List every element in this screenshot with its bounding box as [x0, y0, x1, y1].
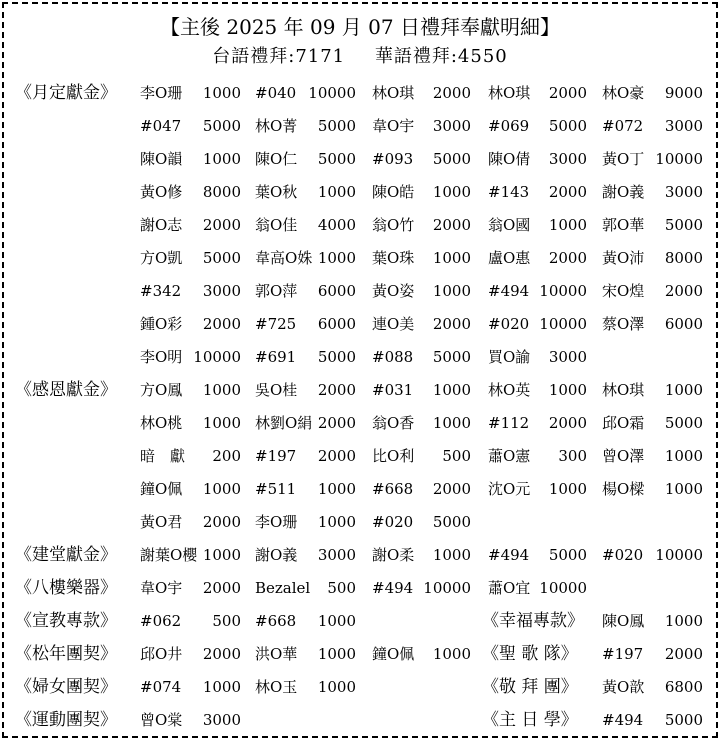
donation-amount: 6000 [317, 282, 356, 300]
donor-name: 暗 獻 [140, 447, 186, 465]
donation-amount: 5000 [664, 216, 703, 234]
donor-name: #062 [140, 612, 182, 630]
donation-amount: 1000 [202, 678, 241, 696]
donation-amount: 3000 [664, 183, 703, 201]
donor-name: #494 [372, 579, 414, 597]
donor-name: 李O明 [140, 348, 183, 366]
donation-amount: 1000 [548, 216, 587, 234]
donation-amount: 2000 [202, 315, 241, 333]
donor-name: 翁O國 [488, 216, 531, 234]
donor-name: 黃O君 [140, 513, 183, 531]
donor-name: 陳O仁 [255, 150, 298, 168]
donor-name: 黃O姿 [372, 282, 415, 300]
category-label: 《幸福專款》 [482, 611, 584, 631]
donation-amount: 1000 [317, 612, 356, 630]
donor-name: 邱O井 [140, 645, 183, 663]
donor-name: #088 [372, 348, 414, 366]
donation-amount: 2000 [202, 579, 241, 597]
donation-amount: 2000 [317, 447, 356, 465]
donation-amount: 6800 [664, 678, 703, 696]
donation-amount: 200 [212, 447, 241, 465]
donor-name: 蕭O憲 [488, 447, 531, 465]
donor-name: 林O菁 [255, 117, 298, 135]
donation-amount: 2000 [317, 381, 356, 399]
donor-name: 林O玉 [255, 678, 298, 696]
donor-name: 方O鳳 [140, 381, 183, 399]
donor-name: 林O豪 [602, 84, 645, 102]
donor-name: 洪O華 [255, 645, 298, 663]
donation-amount: 1000 [548, 480, 587, 498]
donor-name: #112 [488, 414, 530, 432]
category-label: 《聖 歌 隊》 [482, 644, 578, 664]
donor-name: #342 [140, 282, 182, 300]
donor-name: 沈O元 [488, 480, 531, 498]
donor-name: 曾O棠 [140, 711, 183, 729]
donation-amount: 2000 [548, 249, 587, 267]
donation-amount: 1000 [432, 645, 471, 663]
donor-name: 韋O宇 [372, 117, 415, 135]
donor-name: #020 [372, 513, 414, 531]
donation-amount: 1000 [202, 414, 241, 432]
donation-amount: 1000 [548, 381, 587, 399]
donor-name: 李O珊 [140, 84, 183, 102]
donation-amount: 1000 [432, 282, 471, 300]
donation-amount: 500 [327, 579, 356, 597]
donation-amount: 1000 [317, 480, 356, 498]
donation-amount: 10000 [539, 579, 587, 597]
donor-name: 韋O宇 [140, 579, 183, 597]
donor-name: Bezalel [255, 579, 311, 597]
donation-amount: 10000 [655, 150, 703, 168]
category-label: 《松年團契》 [15, 644, 117, 664]
donor-name: #143 [488, 183, 530, 201]
donor-name: #031 [372, 381, 414, 399]
donation-amount: 1000 [202, 84, 241, 102]
donation-amount: 1000 [432, 249, 471, 267]
donor-name: 方O凱 [140, 249, 183, 267]
mandarin-service-total: 華語禮拜:4550 [374, 46, 508, 67]
donation-amount: 1000 [432, 546, 471, 564]
category-label: 《宣教專款》 [15, 611, 117, 631]
donor-name: 宋O煌 [602, 282, 645, 300]
donation-amount: 2000 [202, 645, 241, 663]
donor-name: 黃O沛 [602, 249, 645, 267]
donation-amount: 3000 [664, 117, 703, 135]
donation-amount: 300 [558, 447, 587, 465]
donor-name: 盧O惠 [488, 249, 531, 267]
donation-amount: 3000 [317, 546, 356, 564]
donation-amount: 1000 [432, 183, 471, 201]
donation-amount: 1000 [317, 249, 356, 267]
donor-name: 曾O澤 [602, 447, 645, 465]
donation-amount: 10000 [193, 348, 241, 366]
category-label: 《感恩獻金》 [15, 380, 117, 400]
donation-amount: 3000 [548, 348, 587, 366]
donor-name: 林O琪 [488, 84, 531, 102]
donor-name: 楊O樑 [602, 480, 645, 498]
donation-amount: 1000 [664, 381, 703, 399]
donor-name: 李O珊 [255, 513, 298, 531]
donation-amount: 2000 [664, 282, 703, 300]
donor-name: #494 [488, 546, 530, 564]
donor-name: 郭O萍 [255, 282, 298, 300]
donor-name: #511 [255, 480, 297, 498]
donor-name: 林O桃 [140, 414, 183, 432]
donor-name: 蕭O宜 [488, 579, 531, 597]
donation-amount: 1000 [317, 513, 356, 531]
donation-amount: 1000 [202, 546, 241, 564]
donation-amount: 2000 [432, 216, 471, 234]
donor-name: 林O英 [488, 381, 531, 399]
donation-amount: 5000 [664, 414, 703, 432]
donation-amount: 3000 [202, 711, 241, 729]
donation-amount: 2000 [432, 480, 471, 498]
donation-amount: 5000 [202, 249, 241, 267]
donor-name: 葉O珠 [372, 249, 415, 267]
donation-amount: 8000 [664, 249, 703, 267]
donor-name: 謝O志 [140, 216, 183, 234]
donation-amount: 2000 [548, 183, 587, 201]
donor-name: 陳O皓 [372, 183, 415, 201]
donation-amount: 5000 [432, 513, 471, 531]
donation-amount: 3000 [202, 282, 241, 300]
donation-amount: 8000 [202, 183, 241, 201]
donation-amount: 10000 [423, 579, 471, 597]
donation-amount: 3000 [432, 117, 471, 135]
donation-amount: 5000 [202, 117, 241, 135]
donor-name: 陳O倩 [488, 150, 531, 168]
donation-amount: 5000 [432, 150, 471, 168]
donor-name: #668 [372, 480, 414, 498]
donation-amount: 5000 [664, 711, 703, 729]
donor-name: 韋高O姝 [255, 249, 313, 267]
donation-amount: 1000 [202, 381, 241, 399]
donor-name: 鐘O佩 [372, 645, 415, 663]
donation-amount: 1000 [664, 480, 703, 498]
donor-name: 謝O柔 [372, 546, 415, 564]
donor-name: 蔡O澤 [602, 315, 645, 333]
donor-name: #069 [488, 117, 530, 135]
donation-amount: 2000 [317, 414, 356, 432]
donor-name: 邱O霜 [602, 414, 645, 432]
donor-name: 鍾O彩 [140, 315, 183, 333]
donor-name: 黃O丁 [602, 150, 645, 168]
donor-name: 黃O歆 [602, 678, 645, 696]
donation-amount: 10000 [655, 546, 703, 564]
donor-name: 買O諭 [488, 348, 531, 366]
donation-amount: 2000 [548, 84, 587, 102]
donation-amount: 2000 [548, 414, 587, 432]
donor-name: 陳O韻 [140, 150, 183, 168]
donor-name: 郭O華 [602, 216, 645, 234]
donation-amount: 2000 [202, 216, 241, 234]
donor-name: 鐘O佩 [140, 480, 183, 498]
donation-amount: 5000 [317, 117, 356, 135]
category-label: 《婦女團契》 [15, 677, 117, 697]
donor-name: 吳O桂 [255, 381, 298, 399]
donation-amount: 1000 [664, 447, 703, 465]
donor-name: 連O美 [372, 315, 415, 333]
donor-name: #494 [602, 711, 644, 729]
donation-amount: 1000 [202, 480, 241, 498]
donor-name: #040 [255, 84, 297, 102]
donor-name: #020 [488, 315, 530, 333]
donation-amount: 9000 [664, 84, 703, 102]
donation-amount: 2000 [432, 315, 471, 333]
service-totals [0, 45, 720, 69]
donation-amount: 2000 [664, 645, 703, 663]
donation-amount: 500 [212, 612, 241, 630]
taiwanese-service-total: 台語禮拜:7171 [212, 46, 346, 67]
donation-amount: 5000 [317, 348, 356, 366]
donor-name: 翁O竹 [372, 216, 415, 234]
donation-amount: 3000 [548, 150, 587, 168]
donor-name: 謝葉O櫻 [140, 546, 198, 564]
donation-amount: 2000 [432, 84, 471, 102]
donation-amount: 1000 [317, 678, 356, 696]
donor-name: 比O利 [372, 447, 415, 465]
donor-name: 陳O鳳 [602, 612, 645, 630]
donor-name: #494 [488, 282, 530, 300]
category-label: 《建堂獻金》 [15, 545, 117, 565]
donor-name: 林O琪 [602, 381, 645, 399]
donor-name: #047 [140, 117, 182, 135]
donor-name: #197 [255, 447, 297, 465]
donation-amount: 10000 [539, 282, 587, 300]
donor-name: 謝O義 [255, 546, 298, 564]
donation-amount: 6000 [317, 315, 356, 333]
category-label: 《運動團契》 [15, 710, 117, 730]
donation-amount: 5000 [317, 150, 356, 168]
donation-amount: 1000 [317, 183, 356, 201]
donation-amount: 2000 [202, 513, 241, 531]
donation-amount: 5000 [548, 546, 587, 564]
donation-amount: 10000 [539, 315, 587, 333]
page-title: 【主後 2025 年 09 月 07 日禮拜奉獻明細】 [160, 15, 560, 39]
category-label: 《主 日 學》 [482, 710, 578, 730]
donor-name: #093 [372, 150, 414, 168]
donation-amount: 1000 [317, 645, 356, 663]
donor-name: 翁O香 [372, 414, 415, 432]
donor-name: #197 [602, 645, 644, 663]
category-label: 《敬 拜 團》 [482, 677, 578, 697]
donation-amount: 1000 [432, 414, 471, 432]
donor-name: #072 [602, 117, 644, 135]
category-label: 《八樓樂器》 [15, 578, 117, 598]
category-label: 《月定獻金》 [15, 83, 117, 103]
donor-name: 謝O義 [602, 183, 645, 201]
donation-amount: 10000 [308, 84, 356, 102]
donation-amount: 1000 [432, 381, 471, 399]
donor-name: #020 [602, 546, 644, 564]
donor-name: 黃O修 [140, 183, 183, 201]
donor-name: 林劉O絹 [255, 414, 313, 432]
donation-amount: 5000 [432, 348, 471, 366]
donor-name: #668 [255, 612, 297, 630]
donation-amount: 4000 [317, 216, 356, 234]
donor-name: #725 [255, 315, 297, 333]
donor-name: #691 [255, 348, 297, 366]
donation-amount: 1000 [664, 612, 703, 630]
donation-amount: 500 [442, 447, 471, 465]
donor-name: 林O琪 [372, 84, 415, 102]
donor-name: #074 [140, 678, 182, 696]
donation-amount: 6000 [664, 315, 703, 333]
donor-name: 翁O佳 [255, 216, 298, 234]
donation-amount: 1000 [202, 150, 241, 168]
donor-name: 葉O秋 [255, 183, 298, 201]
donation-amount: 5000 [548, 117, 587, 135]
